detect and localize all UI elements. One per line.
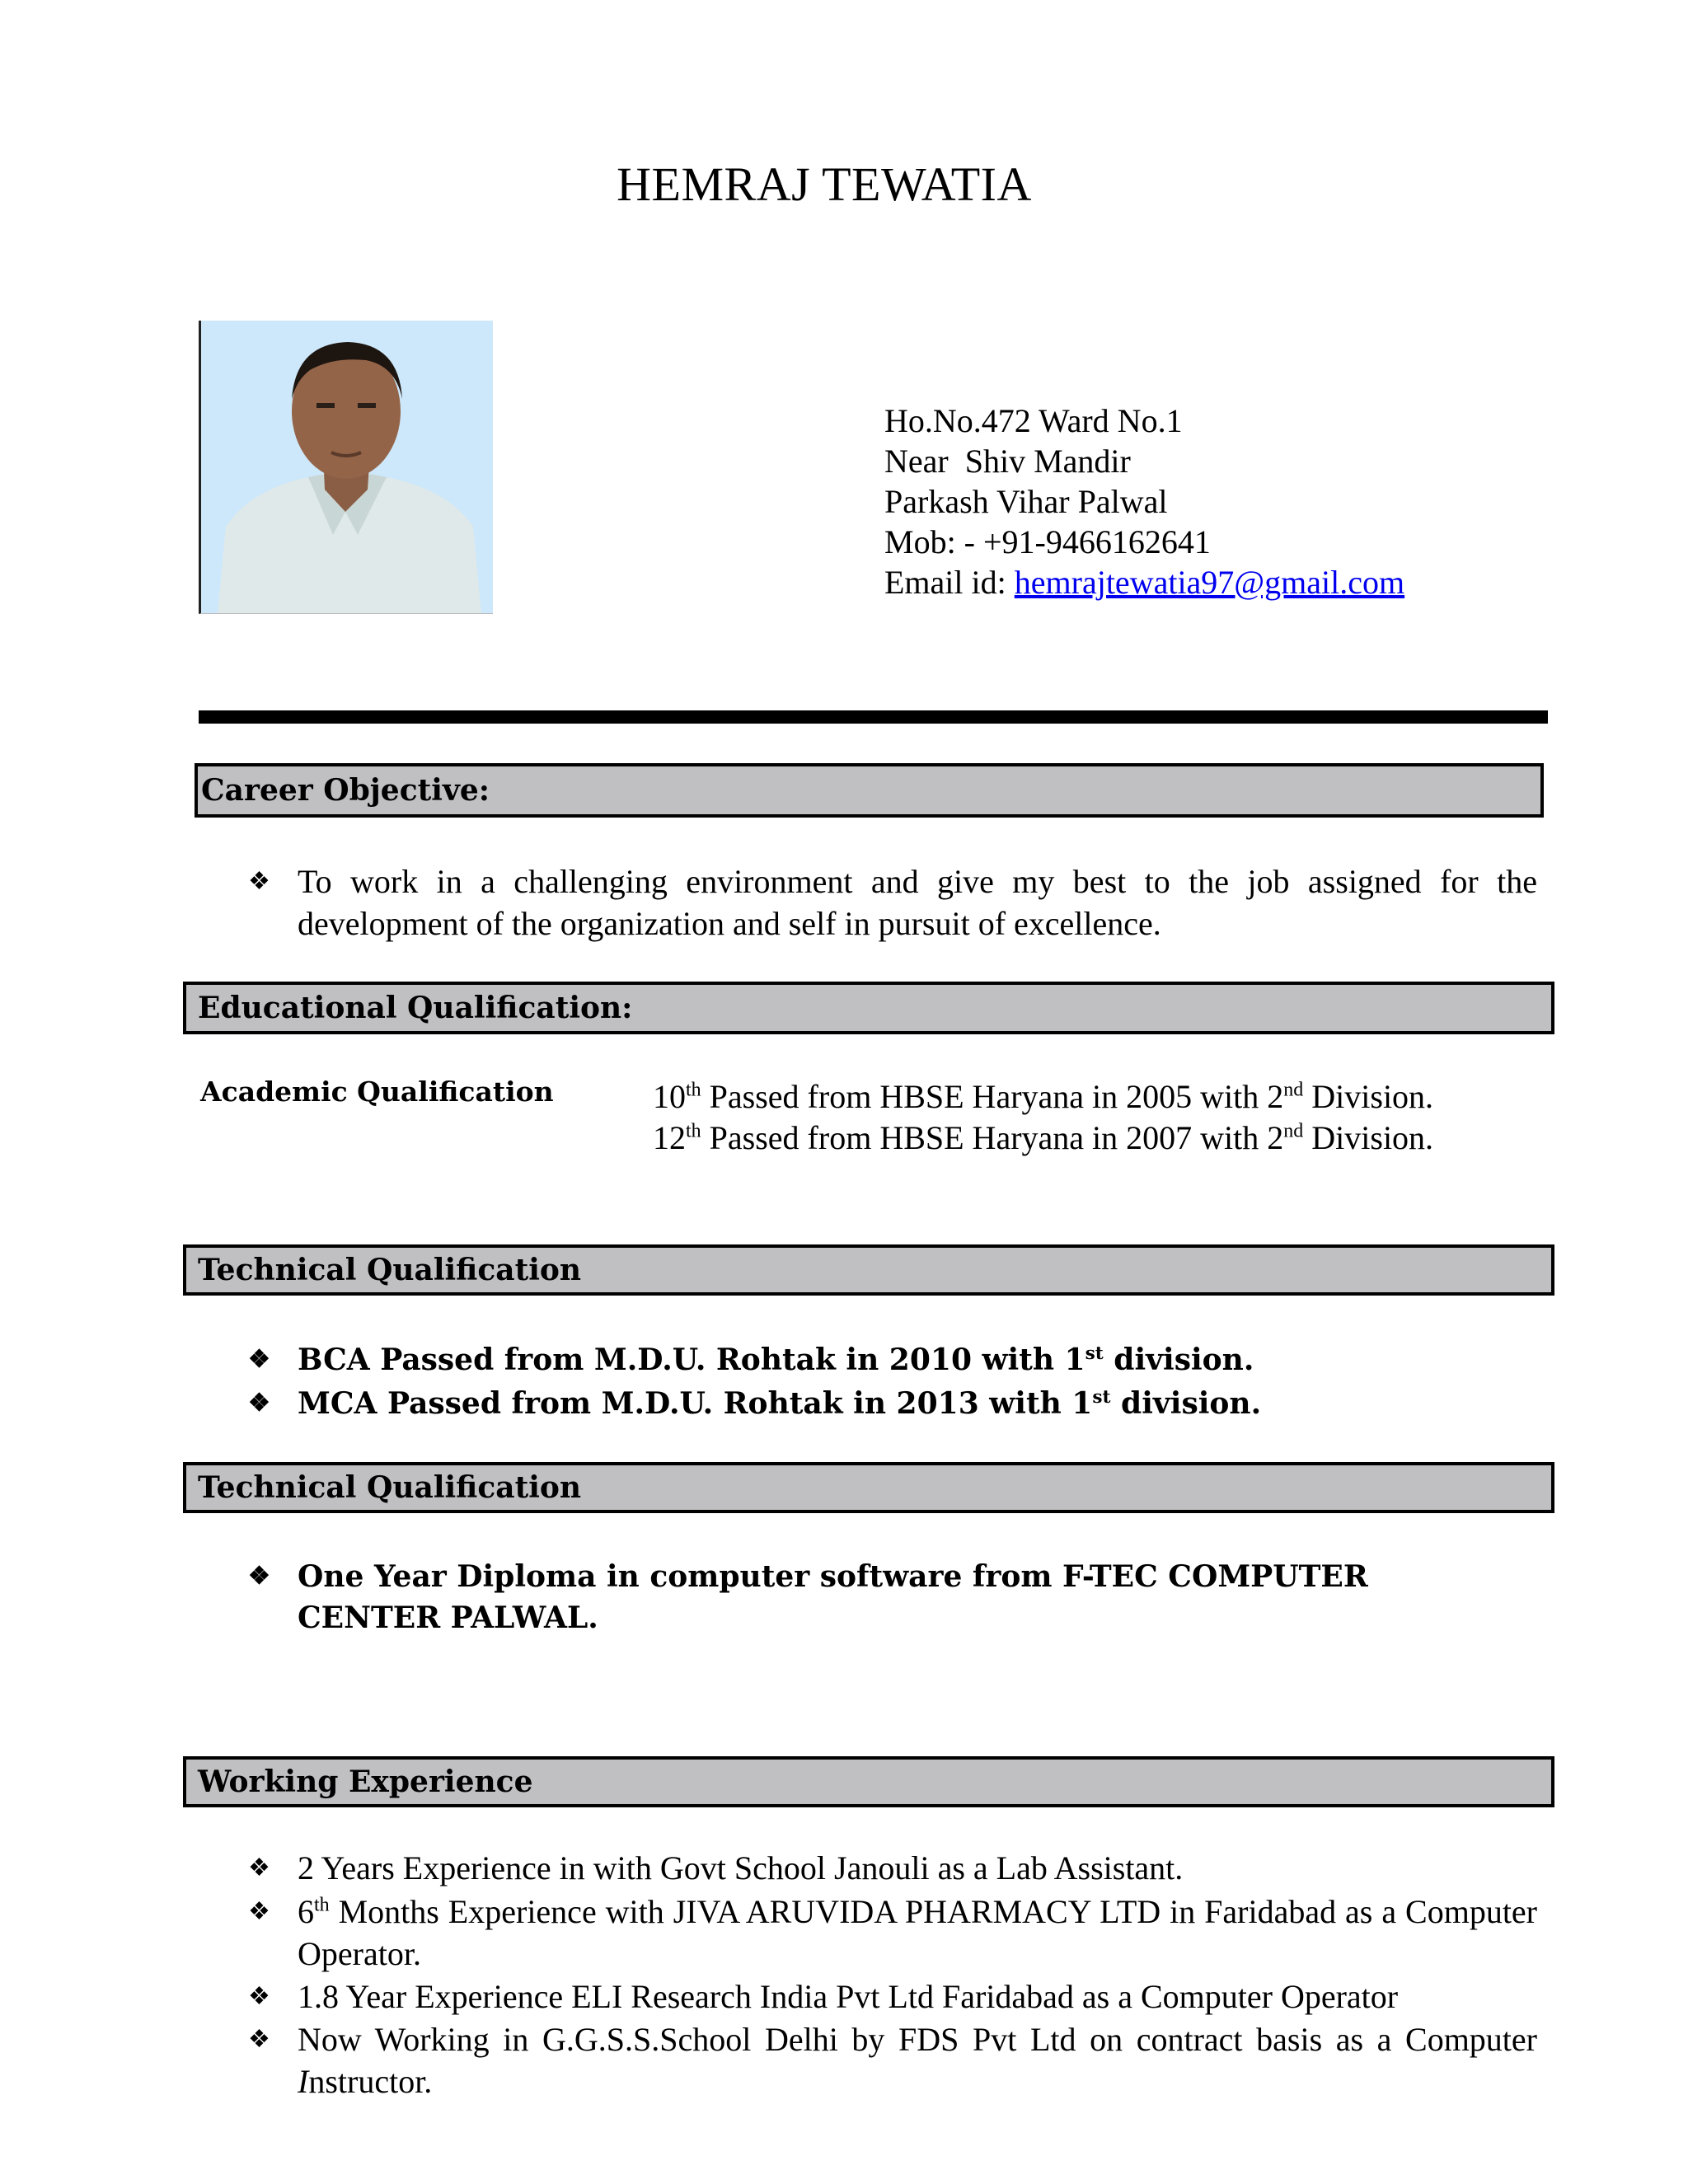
section-heading-work: Working Experience	[183, 1756, 1554, 1807]
ordinal-suffix: nd	[1283, 1079, 1304, 1101]
technical-text: MCA Passed from M.D.U. Rohtak in 2013 with 1	[298, 1386, 1093, 1421]
academic-text: Passed from HBSE Haryana in 2005 with 2	[701, 1078, 1284, 1115]
work-text: Now Working in G.G.S.S.School Delhi by FDS Pvt Ltd on contract basis as a Computer	[298, 2021, 1537, 2058]
diamond-bullet-icon: ❖	[248, 1854, 270, 1882]
ordinal-suffix: th	[686, 1120, 701, 1142]
section-heading-technical-2: Technical Qualification	[183, 1462, 1554, 1513]
academic-line	[653, 1076, 1433, 1118]
diamond-bullet-icon: ❖	[248, 868, 270, 895]
section-heading-education: Educational Qualification:	[183, 982, 1554, 1034]
work-item	[248, 2018, 1537, 2102]
work-text-end: nstructor.	[308, 2063, 433, 2100]
work-text-end: Months Experience with JIVA ARUVIDA PHARMACY LTD in Faridabad as a Computer Operator.	[298, 1893, 1537, 1972]
technical-text: BCA Passed from M.D.U. Rohtak in 2010 with 1	[298, 1343, 1085, 1377]
address-line-1: Ho.No.472 Ward No.1	[884, 402, 1183, 439]
grade-number: 12	[653, 1119, 686, 1156]
email-link[interactable]: hemrajtewatia97@gmail.com	[1014, 564, 1405, 601]
academic-qualification-label: Academic Qualification	[200, 1076, 554, 1108]
technical-diploma-text: One Year Diploma in computer software from F-TEC COMPUTER CENTER PALWAL.	[298, 1559, 1368, 1635]
work-text-italic: I	[298, 2063, 309, 2100]
address-line-3: Parkash Vihar Palwal	[884, 483, 1168, 520]
technical-diploma-item	[248, 1556, 1484, 1638]
technical-text-end: division.	[1103, 1343, 1254, 1377]
grade-number: 10	[653, 1078, 686, 1115]
diamond-bullet-icon: ❖	[248, 1983, 270, 2010]
academic-text-end: Division.	[1303, 1078, 1434, 1115]
academic-qualification-list	[653, 1076, 1433, 1159]
work-text: 6	[298, 1893, 314, 1930]
section-heading-career: Career Objective:	[195, 763, 1544, 818]
email-label: Email id:	[884, 564, 1015, 601]
divider-rule	[199, 710, 1548, 724]
diamond-bullet-icon: ❖	[248, 1562, 270, 1591]
ordinal-suffix: st	[1092, 1387, 1111, 1408]
contact-block	[884, 401, 1404, 602]
resume-name: HEMRAJ TEWATIA	[617, 157, 1032, 211]
ordinal-suffix: th	[314, 1894, 330, 1916]
ordinal-suffix: nd	[1283, 1120, 1304, 1142]
technical-text-end: division.	[1110, 1386, 1262, 1421]
technical-item	[248, 1338, 1537, 1381]
work-item	[248, 1975, 1559, 2018]
diamond-bullet-icon: ❖	[248, 1389, 270, 1418]
person-photo	[199, 321, 493, 614]
academic-text-end: Division.	[1303, 1119, 1434, 1156]
career-objective-text: To work in a challenging environment and give my best to the job assigned for the development of the organization and self in pursuit of excellence.	[298, 863, 1537, 942]
ordinal-suffix: st	[1085, 1343, 1104, 1364]
work-item	[248, 1891, 1537, 1975]
email-line	[884, 562, 1404, 602]
technical-item	[248, 1382, 1537, 1425]
ordinal-suffix: th	[686, 1079, 701, 1101]
diamond-bullet-icon: ❖	[248, 1898, 270, 1925]
academic-text: Passed from HBSE Haryana in 2007 with 2	[701, 1119, 1284, 1156]
person-photo-icon	[201, 321, 493, 613]
section-heading-technical: Technical Qualification	[183, 1244, 1554, 1296]
work-item	[248, 1847, 1537, 1889]
work-text: 1.8 Year Experience ELI Research India Pvt Ltd Faridabad as a Computer Operator	[298, 1978, 1399, 2015]
diamond-bullet-icon: ❖	[248, 2026, 270, 2053]
address-line-2: Near Shiv Mandir	[884, 443, 1131, 480]
work-text: 2 Years Experience in with Govt School Janouli as a Lab Assistant.	[298, 1849, 1184, 1886]
mobile-number: Mob: - +91-9466162641	[884, 523, 1211, 560]
diamond-bullet-icon: ❖	[248, 1345, 270, 1374]
career-objective-item	[248, 860, 1537, 944]
academic-line	[653, 1118, 1433, 1159]
